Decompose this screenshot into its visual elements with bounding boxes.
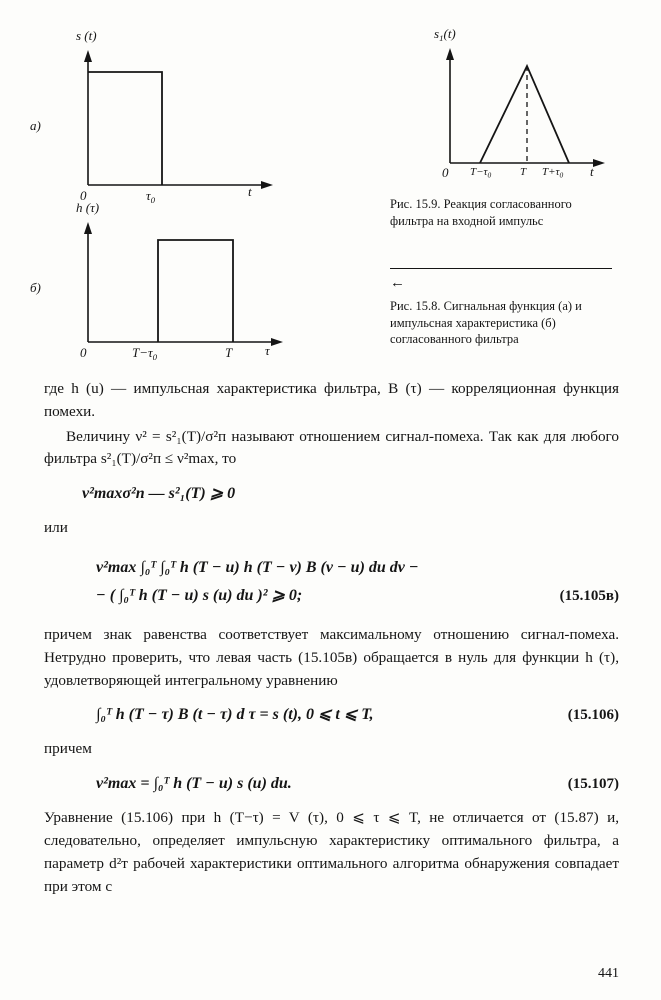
paragraph-1-text: где h (u) — импульсная характеристика фильтра, B (τ) — корреляционная функция помехи. <box>44 380 619 420</box>
caption-divider <box>390 268 612 269</box>
figure-right-origin: 0 <box>442 165 449 180</box>
formula-2-tag: (15.105в) <box>559 587 619 604</box>
paragraph-1 <box>44 378 619 424</box>
figure-right-x-label: t <box>590 164 594 179</box>
paragraph-3 <box>44 517 619 540</box>
figure-right <box>432 26 622 180</box>
figure-a-tick-tau0: $\tau_0$ <box>146 188 156 205</box>
figure-a-y-label: s (t) <box>76 28 97 43</box>
formula-3 <box>44 703 619 727</box>
figure-right-tick-tminustau0: $T-\tau_0$ <box>470 166 492 180</box>
caption-fig-15-9 <box>390 196 612 229</box>
paragraph-2 <box>44 426 619 472</box>
paragraph-3-text: или <box>44 519 68 537</box>
figure-right-tick-t: T <box>520 166 527 178</box>
body-text <box>44 378 619 900</box>
figure-a-origin: 0 <box>80 188 87 203</box>
figure-b-y-label: h (τ) <box>76 200 100 215</box>
paragraph-4-text: причем знак равенства соответствует максимальному отношению сигнал-помеха. Нетрудно проверить, что левая часть (15.105в) обращается в нуль для функции h (τ), удовлетворяющей интегральному уравнению <box>44 625 619 689</box>
figure-b <box>30 200 300 362</box>
paragraph-6 <box>44 807 619 898</box>
formula-1-text: ν²maxσ²п — s²₁(T) ⩾ 0 <box>82 485 236 503</box>
formula-3-tag: (15.106) <box>567 707 619 724</box>
formula-3-text: ∫₀ᵀ h (T − τ) B (t − τ) d τ = s (t), 0 ⩽ t ⩽ T, <box>96 706 374 724</box>
paragraph-5 <box>44 738 619 761</box>
caption-fig-15-8 <box>390 298 612 348</box>
paragraph-6-text: Уравнение (15.106) при h (T−τ) = V (τ), 0 ⩽ τ ⩽ T, не отличается от (15.87) и, следовательно, определяет импульсную характеристику оптимального фильтра, а параметр d²т рабочей характеристики оптимального алгоритма обнаружения совпадает при этом с <box>44 809 619 895</box>
formula-4-tag: (15.107) <box>567 775 619 792</box>
figure-a-part-label: а) <box>30 118 41 133</box>
paragraph-4 <box>44 624 619 692</box>
figure-right-y-label: $s_1(t)$ <box>434 26 456 43</box>
figures-area <box>0 0 661 370</box>
formula-2-line-2 <box>44 584 619 608</box>
formula-2-line-1-text: ν²max ∫₀ᵀ ∫₀ᵀ h (T − u) h (T − v) B (v − u) du dv − <box>96 558 419 576</box>
figure-b-x-label: τ <box>265 343 270 358</box>
figure-a <box>30 28 280 205</box>
formula-1 <box>44 482 619 506</box>
formula-2-line-2-text: − ( ∫₀ᵀ h (T − u) s (u) du )² ⩾ 0; <box>96 586 303 604</box>
figure-b-origin: 0 <box>80 345 87 360</box>
formula-2-line-1 <box>44 556 619 580</box>
left-arrow-icon: ← <box>390 275 405 291</box>
formula-4 <box>44 772 619 796</box>
paragraph-5-text: причем <box>44 740 92 758</box>
figure-b-part-label: б) <box>30 280 41 295</box>
caption-fig-15-8-text: Рис. 15.8. Сигнальная функция (а) и импульсная характеристика (б) согласованного фильтра <box>390 299 582 346</box>
figure-b-tick-tminustau0: $T-\tau_0$ <box>132 345 158 362</box>
figure-right-tick-tplustau0: $T+\tau_0$ <box>542 166 564 180</box>
paragraph-2-text: Величину ν² = s²₁(T)/σ²п называют отношением сигнал-помеха. Так как для любого фильтра s²₁(T)/σ²п ≤ ν²max, то <box>44 427 619 468</box>
figure-a-x-label: t <box>248 184 252 199</box>
formula-4-text: ν²max = ∫₀ᵀ h (T − u) s (u) du. <box>96 775 292 793</box>
page-number: 441 <box>598 966 619 981</box>
caption-fig-15-9-text: Рис. 15.9. Реакция согласованного фильтра на входной импульс <box>390 197 572 228</box>
figure-b-tick-t: T <box>225 345 233 360</box>
